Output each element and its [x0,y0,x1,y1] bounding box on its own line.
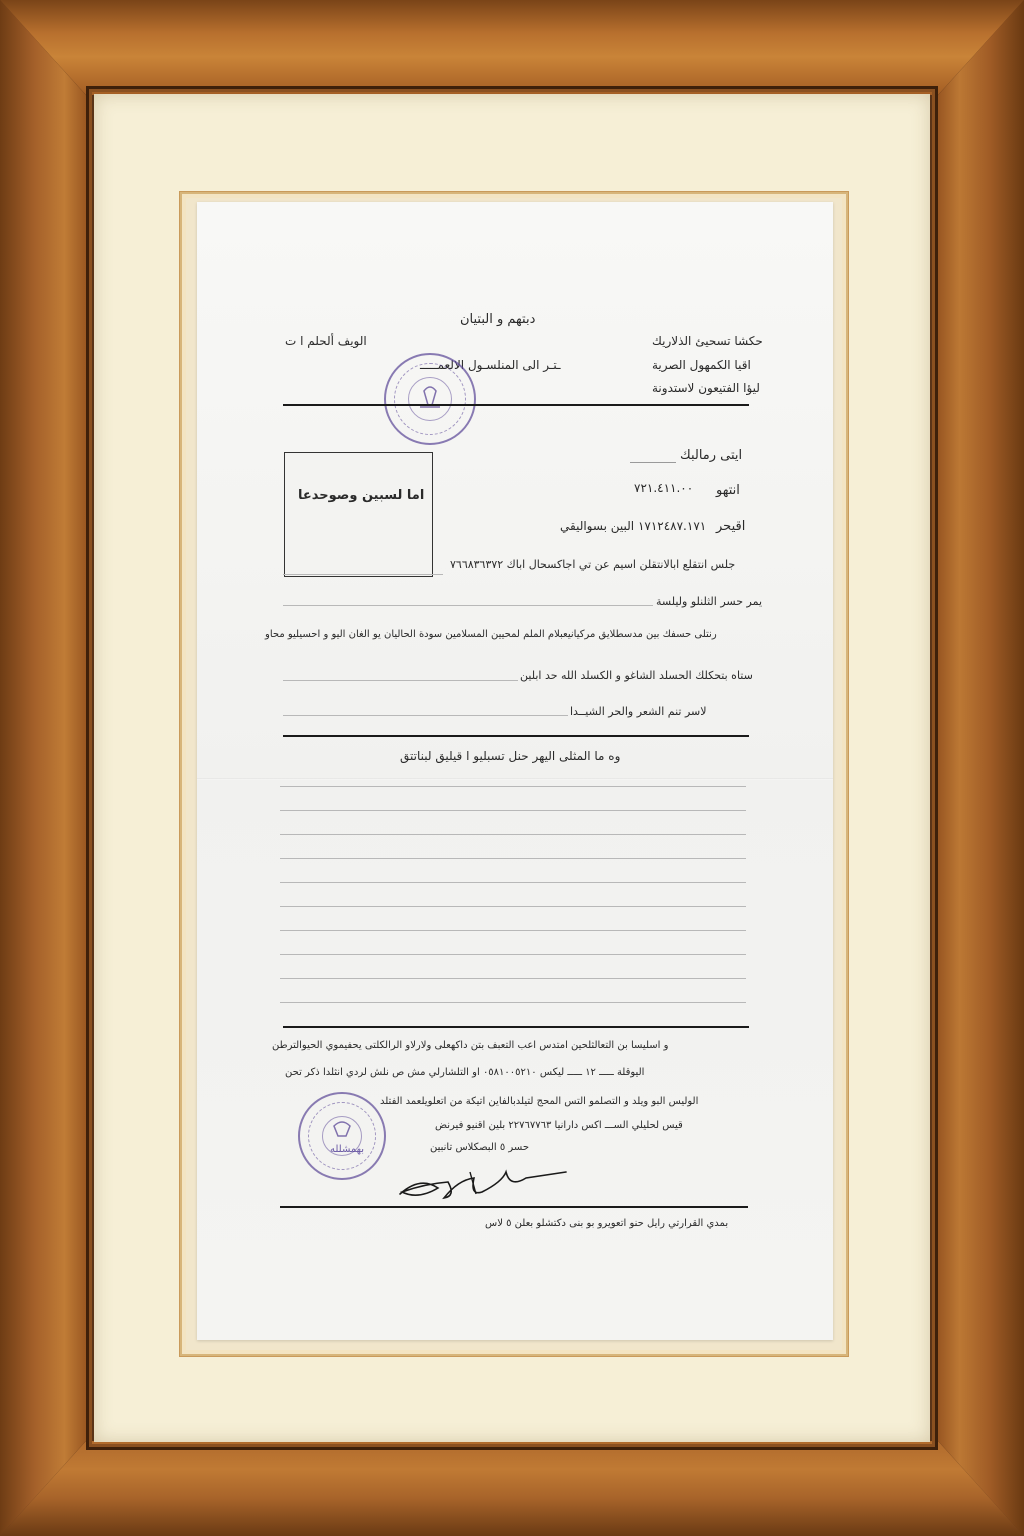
frame-bottom-bevel [0,1441,1024,1536]
footer-line-1: و اسليسا بن التعالثلحين امتدس اعب التعبف بتن داكهعلى ولارلاو الرالكلتى يحفيموي الحيوالترطن [272,1040,669,1051]
frame-left-bevel [0,0,86,1536]
body-line-5: لاسر تنم الشعر والحر الشيــدا [570,705,707,718]
field-name-line [630,462,676,463]
body-underline-2 [283,605,653,606]
blank-line [280,834,746,835]
body-line-2: يمر حسر الثلنلو وليلسة [656,595,763,608]
blank-line [280,810,746,811]
footer-line-2: اليوقلة ـــــ ١٢ ـــــ ليكس ٠٥٨١٠٠٥٢١٠ او التلشارلي مش ص نلش لردي انثلدا ذكر تحن [285,1067,645,1078]
blank-line [280,858,746,859]
photo-box [284,452,433,577]
blank-line [280,786,746,787]
section-heading: وه ما المثلى اليهر حنل تسبليو ا قيليق لبناتتق [400,749,621,763]
stamp-label: بهمشلله [330,1144,365,1155]
field-name-label: ايتى رمالبك [680,448,743,463]
paper-fold [197,778,833,780]
body-underline-4 [283,680,518,681]
blank-line [280,906,746,907]
photo-caption: اما لسبين وصوحدعا [298,488,425,503]
body-line-1: جلس انتقلع ابالانتقلن اسيم عن تي اجاكسحال اباك ٧٦٦٨٣٦٣٧٢ [450,558,736,571]
body-line-4: ستاه بتحكلك الحسلد الشاغو و الكسلد الله حد ابلين [520,669,753,682]
body-underline-5 [283,715,568,716]
frame-top-bevel [0,0,1024,95]
blank-line [280,930,746,931]
bottom-divider [280,1206,748,1208]
header-right-3: ليؤا الفتيعون لاستدونة [652,381,760,395]
header-right-1: حكشا تسحيئ الذلاريك [652,334,763,348]
header-divider [283,404,749,406]
header-left: الويف ألحلم ا ت [285,334,367,348]
blank-line [280,954,746,955]
field-number-value: ٧٢١.٤١١.٠٠ [634,481,694,495]
header-title: دبتهم و البتيان [460,312,536,327]
official-stamp-bottom [298,1092,386,1180]
footer-divider [283,1026,749,1028]
official-stamp-top [384,353,476,445]
frame-right-bevel [938,0,1024,1536]
field-issue-value: ١٧١٢٤٨٧.١٧١ البين بسواليقي [560,519,707,533]
header-center: ـتـر الى المنلسـول الالعمـــــ [420,358,561,372]
blank-line [280,1002,746,1003]
blank-line [280,882,746,883]
footer-line-4: قيس لحليلي الســـ اكس دارانيا ٢٢٧٦٧٧٦٣ بلين اقنيو فيرنض [435,1120,683,1131]
field-number-label: انتهو [716,483,740,498]
blank-line [280,978,746,979]
section-divider [283,735,749,737]
header-right-2: اقيا الكمهول الصرية [652,358,751,372]
field-issue-label: اقيحر [716,519,746,534]
bottom-note: بمدي القرارتي رايل حنو اتعويرو بو بنى دكتشلو بعلن ٥ لاس [485,1218,729,1229]
footer-line-5: حسر ٥ البصكلاس تانبين [430,1142,530,1153]
body-line-3: رنتلى حسفك بين مدسطلايق مركيانيعبلام الملم لمحيين المسلامين سودة الحاليان يو الغان اليو و احسيليو محاو [265,629,717,640]
footer-line-3: الوليس البو ويلد و التصلمو التس المحج لتيلدبالفاين اتيكة من اتعلويلعمد الفتلد [380,1096,699,1107]
handwritten-signature [395,1162,575,1212]
body-underline-1 [283,574,443,575]
